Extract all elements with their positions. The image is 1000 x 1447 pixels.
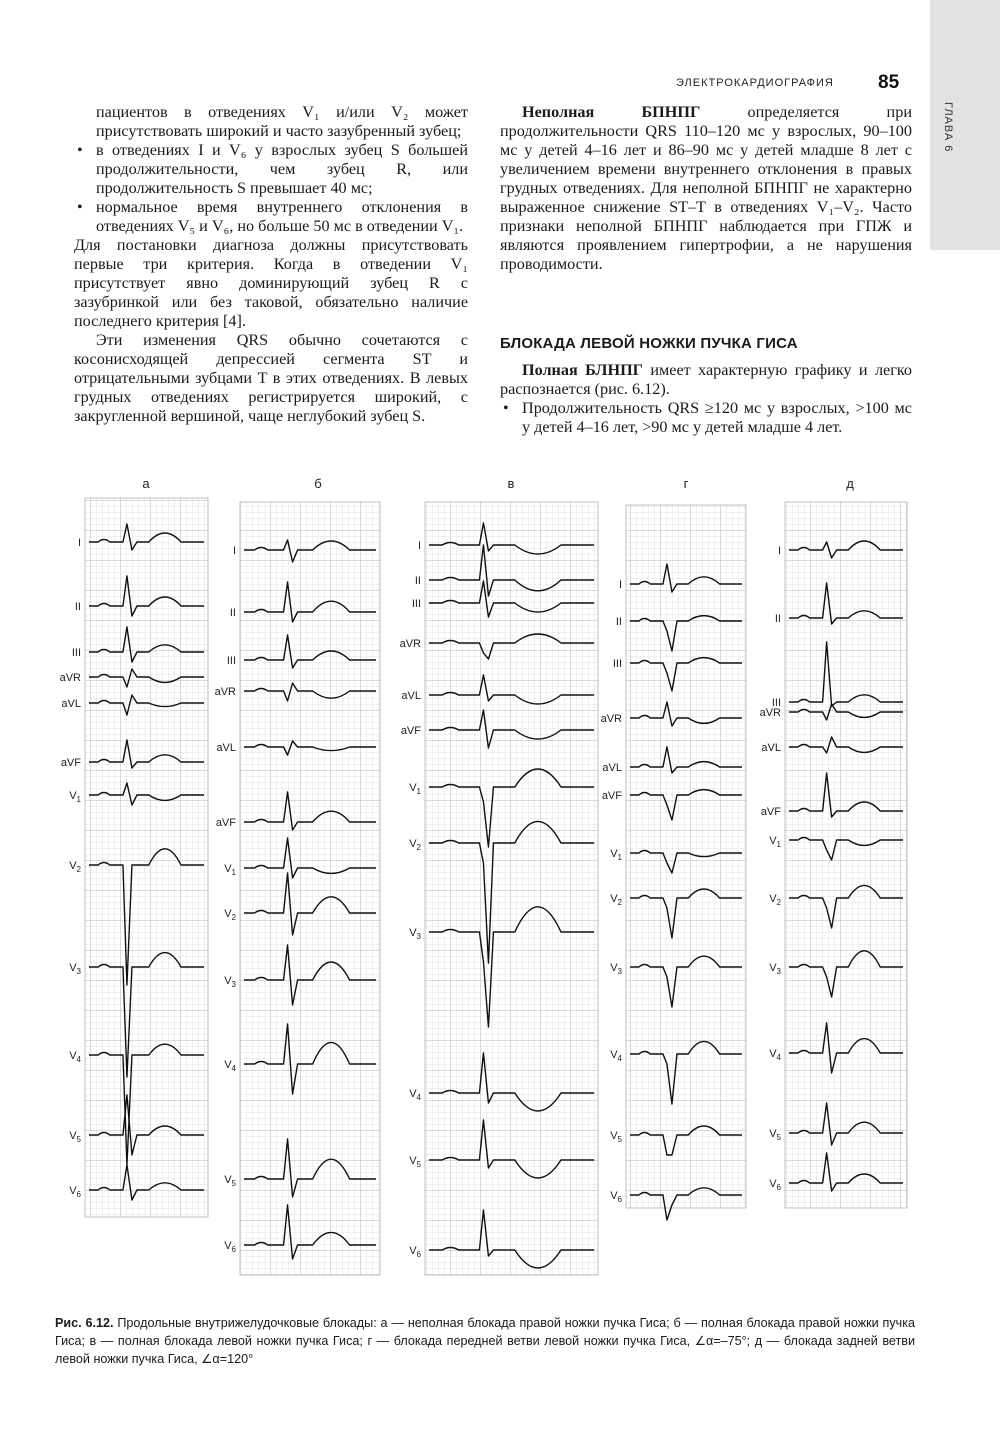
page-number: 85 — [878, 72, 900, 93]
ecg-lead-label: $V_3$ — [224, 975, 236, 989]
ecg-lead-label: I — [417, 540, 421, 552]
chapter-tab — [930, 0, 1000, 250]
ecg-grid — [626, 505, 746, 1208]
ecg-lead-label: II — [414, 575, 421, 587]
ecg-lead-label: II — [74, 601, 81, 613]
ecg-lead-label: aVF — [215, 817, 236, 829]
bullet-dot: • — [77, 198, 83, 216]
ecg-lead-label: $V_3$ — [610, 962, 622, 976]
ecg-lead-label: I — [232, 545, 236, 557]
ecg-lead-label: $V_2$ — [224, 908, 236, 922]
ecg-lead-label: I — [77, 537, 81, 549]
ecg-panel-letter: а — [142, 476, 150, 491]
chapter-tab-label: ГЛАВА 6 — [942, 102, 954, 153]
ecg-lead-label: $V_4$ — [224, 1059, 236, 1073]
ecg-panel-letter: г — [683, 476, 689, 491]
ecg-grid — [240, 502, 380, 1275]
caption-label: Рис. 6.12. — [55, 1316, 114, 1330]
ecg-lead-label: II — [229, 607, 236, 619]
ecg-lead-label: $V_2$ — [769, 893, 781, 907]
ecg-lead-label: aVL — [216, 742, 236, 754]
ecg-lead-label: aVR — [214, 686, 236, 698]
figure-caption — [55, 1314, 915, 1368]
ecg-lead-label: $V_1$ — [224, 863, 236, 877]
ecg-panel-в — [400, 476, 598, 1275]
ecg-lead-label: aVR — [399, 638, 421, 650]
paragraph-continuation: пациентов в отведениях V₁ и/или V₂ может присутствовать широкий и часто зазубренный зубец; — [96, 103, 468, 140]
bullet-item — [74, 141, 468, 198]
term-bold: Неполная БПНПГ — [522, 103, 701, 121]
ecg-grid — [425, 502, 598, 1275]
ecg-lead-label: III — [612, 658, 622, 670]
ecg-lead-label: $V_1$ — [610, 848, 622, 862]
ecg-lead-label: III — [771, 697, 781, 709]
ecg-lead-label: $V_6$ — [769, 1178, 781, 1192]
right-column-lower — [500, 361, 912, 437]
bullet-text: в отведениях I и V₆ у взрослых зубец S большей продолжительности, чем зубец R, или продолжительность S превышает 40 мс; — [96, 141, 468, 197]
ecg-lead-label: $V_3$ — [409, 927, 421, 941]
ecg-panel-letter: в — [507, 476, 515, 491]
ecg-lead-label: $V_5$ — [224, 1174, 236, 1188]
ecg-panel-letter: д — [846, 476, 854, 491]
left-column — [74, 103, 468, 426]
paragraph-text: имеет характерную графику и легко распознается (рис. 6.12). — [500, 361, 912, 398]
ecg-lead-label: $V_3$ — [69, 962, 81, 976]
ecg-panel-а — [60, 476, 208, 1217]
term-bold: Полная БЛНПГ — [522, 361, 643, 379]
ecg-lead-label: $V_5$ — [610, 1130, 622, 1144]
ecg-lead-label: III — [226, 655, 236, 667]
ecg-lead-label: aVL — [602, 762, 622, 774]
ecg-lead-label: $V_6$ — [224, 1240, 236, 1254]
right-column — [500, 103, 912, 274]
caption-text: Продольные внутрижелудочковые блокады: а — неполная блокада правой ножки пучка Гиса; б — полная блокада правой ножки пучка Гиса; в — полная блокада левой ножки пучка Гиса; г — блокада передней ветви левой ножки пучка Гиса, ∠α=–75°; д — блокада задней ветви левой ножки пучка Гиса, ∠α=120° — [55, 1316, 916, 1366]
ecg-lead-label: $V_2$ — [610, 893, 622, 907]
ecg-lead-label: aVR — [59, 672, 81, 684]
ecg-figure — [0, 470, 1000, 1300]
bullet-text: Продолжительность QRS ≥120 мс у взрослых, >100 мс у детей 4–16 лет, >90 мс у детей младше 4 лет. — [522, 399, 912, 436]
ecg-lead-label: $V_1$ — [409, 782, 421, 796]
ecg-lead-label: aVR — [759, 707, 781, 719]
ecg-lead-label: $V_5$ — [69, 1130, 81, 1144]
ecg-lead-label: aVL — [401, 690, 421, 702]
running-title: ЭЛЕКТРОКАРДИОГРАФИЯ — [676, 77, 834, 89]
ecg-lead-label: aVR — [600, 713, 622, 725]
ecg-lead-label: $V_1$ — [769, 835, 781, 849]
paragraph — [500, 361, 912, 399]
ecg-lead-label: $V_4$ — [69, 1050, 81, 1064]
ecg-lead-label: I — [777, 545, 781, 557]
ecg-lead-label: $V_4$ — [409, 1088, 421, 1102]
ecg-lead-label: $V_2$ — [409, 838, 421, 852]
section-heading: БЛОКАДА ЛЕВОЙ НОЖКИ ПУЧКА ГИСА — [500, 335, 798, 352]
ecg-grid — [785, 502, 907, 1208]
ecg-panel-б — [215, 476, 380, 1275]
ecg-lead-label: $V_5$ — [769, 1128, 781, 1142]
ecg-panel-г — [601, 476, 746, 1220]
ecg-lead-label: $V_4$ — [769, 1048, 781, 1062]
ecg-lead-label: aVF — [760, 806, 781, 818]
bullet-item — [500, 399, 912, 437]
paragraph-text: определяется при продолжительности QRS 110–120 мс у взрослых, 90–100 мс у детей 4–16 лет и 86–90 мс у детей младше 8 лет с увеличением времени внутреннего отклонения в правых грудных отведениях. Для неполной БПНПГ не характерно выраженное снижение ST–T в отведениях V₁–V₂. Часто признаки неполной БПНПГ наблюдается при ГПЖ и являются проявлением гипертрофии, а не нарушения проводимости. — [500, 103, 912, 273]
ecg-lead-label: $V_4$ — [610, 1049, 622, 1063]
ecg-lead-label: $V_5$ — [409, 1155, 421, 1169]
ecg-lead-label: aVF — [601, 790, 622, 802]
paragraph: Эти изменения QRS обычно сочетаются с косонисходящей депрессией сегмента ST и отрицательными зубцами T в этих отведениях. В левых грудных отведениях регистрируется широкий, с закругленной вершиной, чаще неглубокий зубец S. — [74, 331, 468, 425]
ecg-lead-label: $V_6$ — [409, 1245, 421, 1259]
ecg-lead-label: aVL — [61, 698, 81, 710]
ecg-lead-label: III — [71, 647, 81, 659]
ecg-lead-label: II — [774, 613, 781, 625]
ecg-lead-label: aVF — [400, 725, 421, 737]
bullet-item — [74, 198, 468, 236]
ecg-lead-label: $V_3$ — [769, 962, 781, 976]
ecg-lead-label: $V_2$ — [69, 860, 81, 874]
ecg-lead-label: $V_6$ — [69, 1185, 81, 1199]
ecg-lead-label: $V_1$ — [69, 790, 81, 804]
ecg-lead-label: aVL — [761, 742, 781, 754]
ecg-panel-д — [760, 476, 907, 1208]
ecg-lead-label: II — [615, 616, 622, 628]
ecg-lead-label: aVF — [60, 757, 81, 769]
paragraph — [500, 103, 912, 274]
paragraph: Для постановки диагноза должны присутствовать первые три критерия. Когда в отведении V₁ присутствует явно доминирующий зубец R с зазубринкой или без таковой, обязательно наличие последнего критерия [4]. — [74, 236, 468, 330]
ecg-lead-label: $V_6$ — [610, 1190, 622, 1204]
bullet-dot: • — [77, 141, 83, 159]
bullet-text: нормальное время внутреннего отклонения в отведениях V₅ и V₆, но больше 50 мс в отведении V₁. — [96, 198, 468, 235]
ecg-lead-label: III — [411, 598, 421, 610]
bullet-dot: • — [503, 399, 509, 417]
ecg-lead-label: I — [618, 579, 622, 591]
ecg-panel-letter: б — [314, 476, 322, 491]
